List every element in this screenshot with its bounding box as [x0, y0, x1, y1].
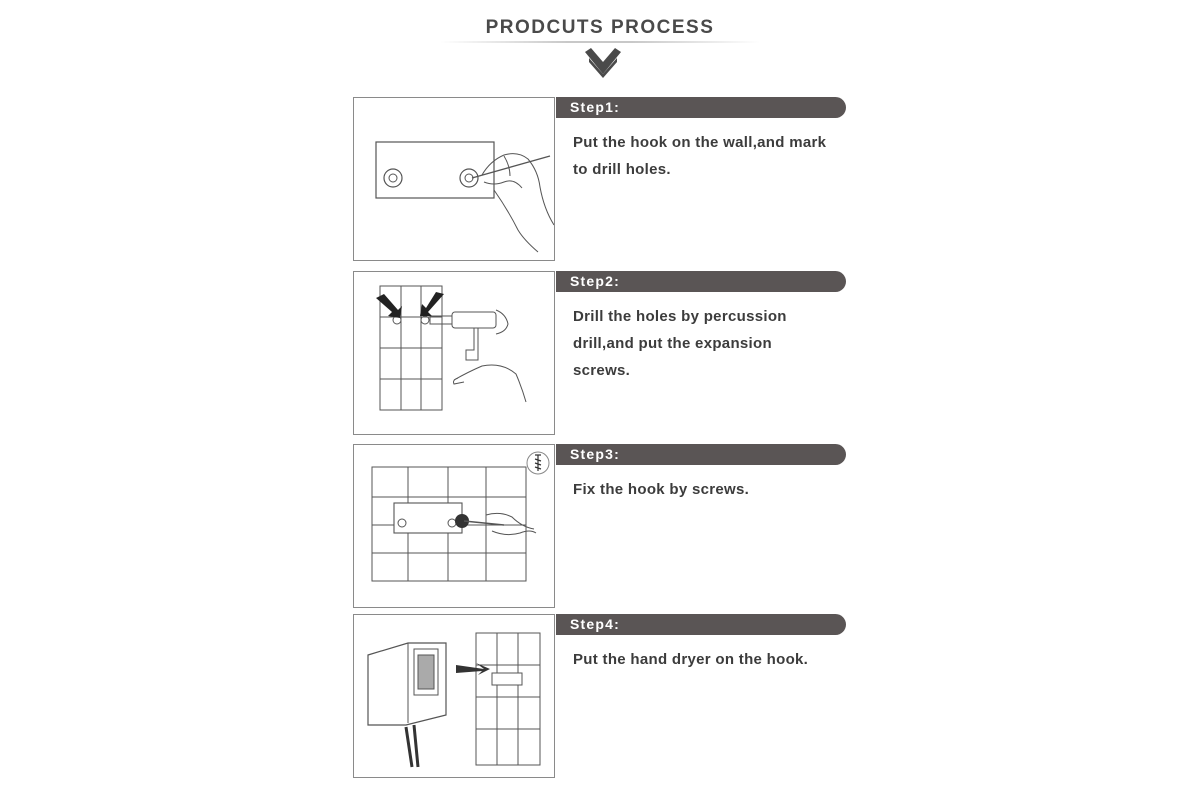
step-3-label: Step3: [570, 446, 620, 462]
page-title: PRODCUTS PROCESS [485, 17, 715, 38]
step-4-illustration [353, 614, 555, 778]
step-2-description [573, 303, 843, 384]
step-1-line-1: Put the hook on the wall,and mark [573, 134, 827, 151]
step-4-header-bar [556, 614, 846, 635]
step-1-header-bar [556, 97, 846, 118]
drill-holes-illustration [354, 272, 554, 434]
mark-holes-illustration [354, 98, 554, 260]
title-divider [440, 41, 760, 43]
step-3-line-1: Fix the hook by screws. [573, 481, 750, 498]
step-3-description [573, 476, 843, 503]
step-1-illustration [353, 97, 555, 261]
step-4-line-1: Put the hand dryer on the hook. [573, 651, 809, 668]
step-2-label: Step2: [570, 273, 620, 289]
step-2-header-bar [556, 271, 846, 292]
step-1-description [573, 129, 843, 183]
mount-dryer-illustration [354, 615, 554, 777]
step-3-illustration [353, 444, 555, 608]
step-4 [0, 614, 1200, 782]
step-2-line-1: Drill the holes by percussion [573, 308, 787, 325]
step-2-illustration [353, 271, 555, 435]
step-1-line-2: to drill holes. [573, 161, 671, 178]
step-1 [0, 97, 1200, 265]
step-2-line-3: screws. [573, 362, 631, 379]
step-4-label: Step4: [570, 616, 620, 632]
step-4-description [573, 646, 843, 673]
step-3-header-bar [556, 444, 846, 465]
step-3 [0, 444, 1200, 612]
fix-screws-illustration [354, 445, 554, 607]
step-2-line-2: drill,and put the expansion [573, 335, 772, 352]
chevron-down-icon [585, 48, 621, 78]
step-1-label: Step1: [570, 99, 620, 115]
step-2 [0, 271, 1200, 439]
